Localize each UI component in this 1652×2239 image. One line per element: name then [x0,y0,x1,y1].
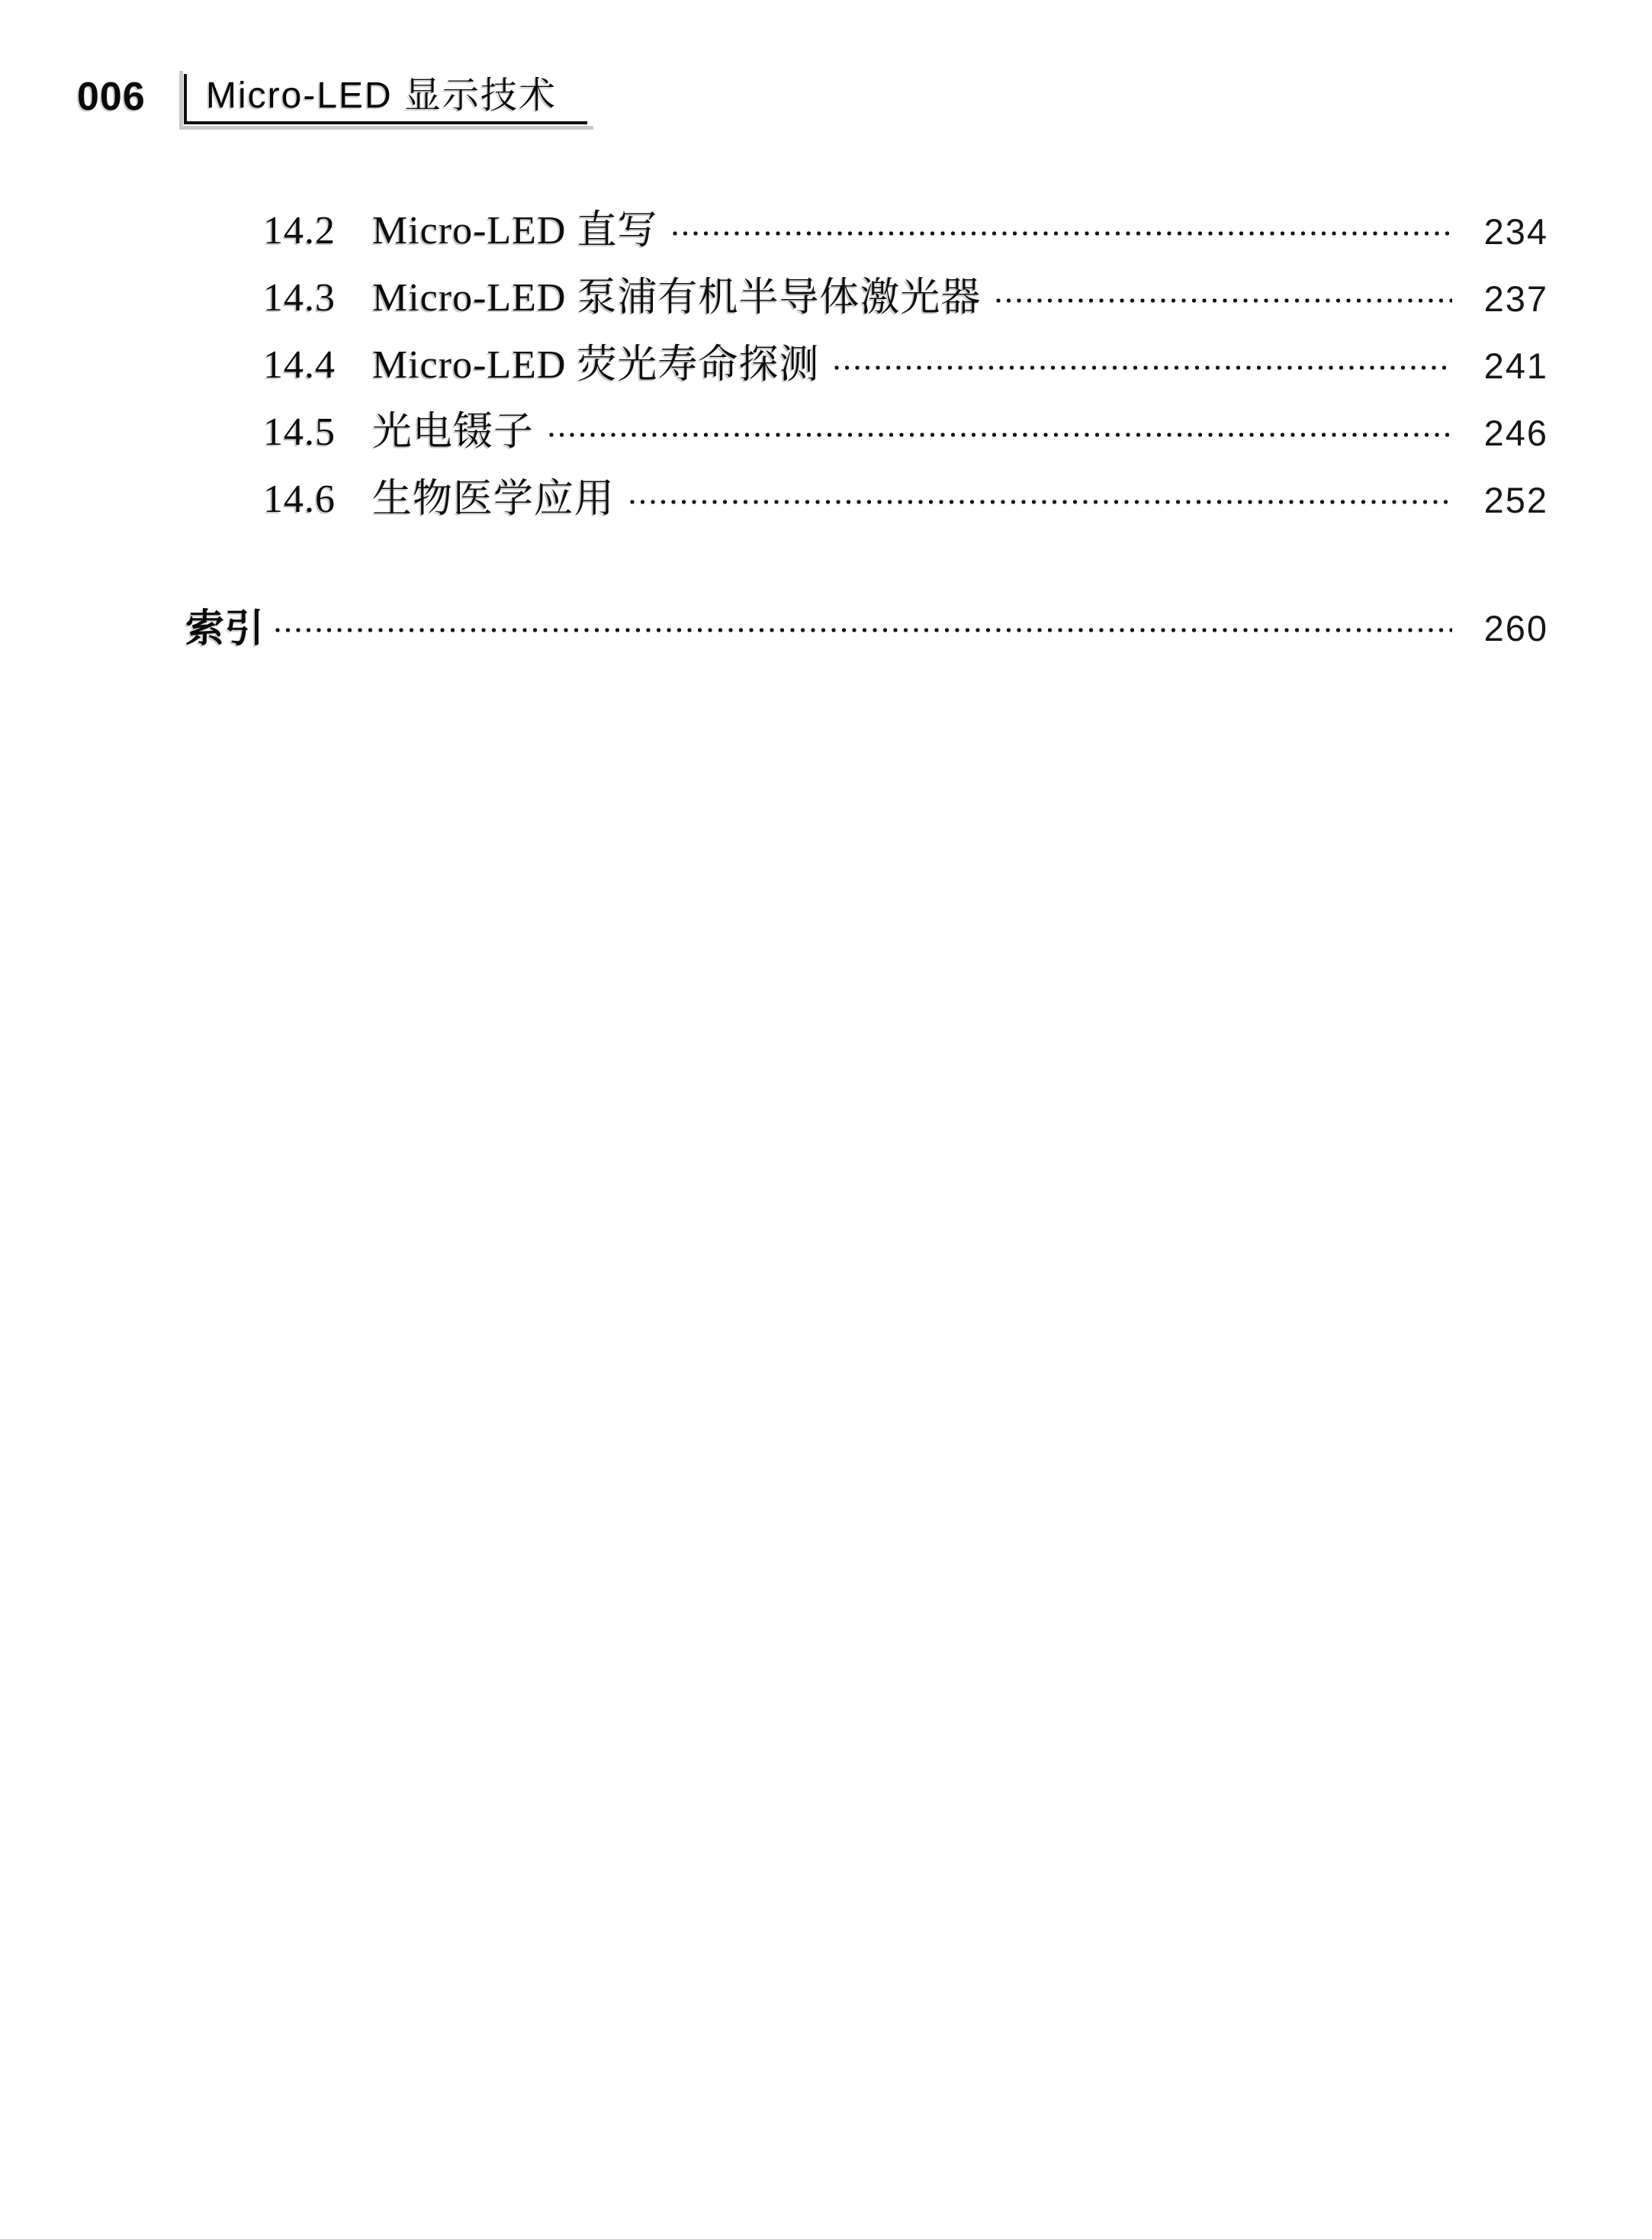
book-title: Micro-LED 显示技术 [206,76,558,116]
toc-entry-row [263,399,1548,466]
toc-entry-title: 生物医学应用 [372,478,615,521]
toc-entry-page: 234 [1483,211,1548,252]
toc-entry-page: 237 [1483,278,1548,319]
toc-entry-number: 14.4 [263,343,336,387]
toc-entry-title: Micro-LED 荧光寿命探测 [372,343,820,387]
toc-entry-page: 252 [1483,479,1548,520]
toc-entry-number: 14.6 [263,478,336,521]
header-rule-horizontal-shadow [179,126,593,130]
toc-entry-row [263,198,1548,265]
header-rule-vertical-shadow [179,71,183,128]
toc-entry-page: 246 [1483,412,1548,453]
toc-entry-number: 14.5 [263,410,336,454]
toc-entry-title: Micro-LED 泵浦有机半导体激光器 [372,276,982,320]
toc-entry-row [263,466,1548,533]
index-entry-page: 260 [1483,607,1548,648]
toc-entry-title: Micro-LED 直写 [372,209,658,253]
toc-leader-dots [993,294,1452,307]
header-rule-underline [184,121,587,124]
index-entry-row [185,594,1548,661]
toc-entry-row [263,265,1548,332]
folio-page-number: 006 [77,75,146,119]
toc-entry-row [263,332,1548,399]
header-rule-vertical [184,74,187,124]
toc-entry-number: 14.3 [263,276,336,320]
toc-entry-number: 14.2 [263,209,336,253]
toc-entry-title: 光电镊子 [372,410,535,454]
index-label: 索引 [185,606,265,650]
toc-leader-dots [272,624,1452,636]
toc-leader-dots [546,429,1452,441]
toc-leader-dots [670,227,1452,240]
toc-leader-dots [627,496,1452,508]
toc-entry-page: 241 [1483,345,1548,386]
toc-leader-dots [831,362,1452,374]
